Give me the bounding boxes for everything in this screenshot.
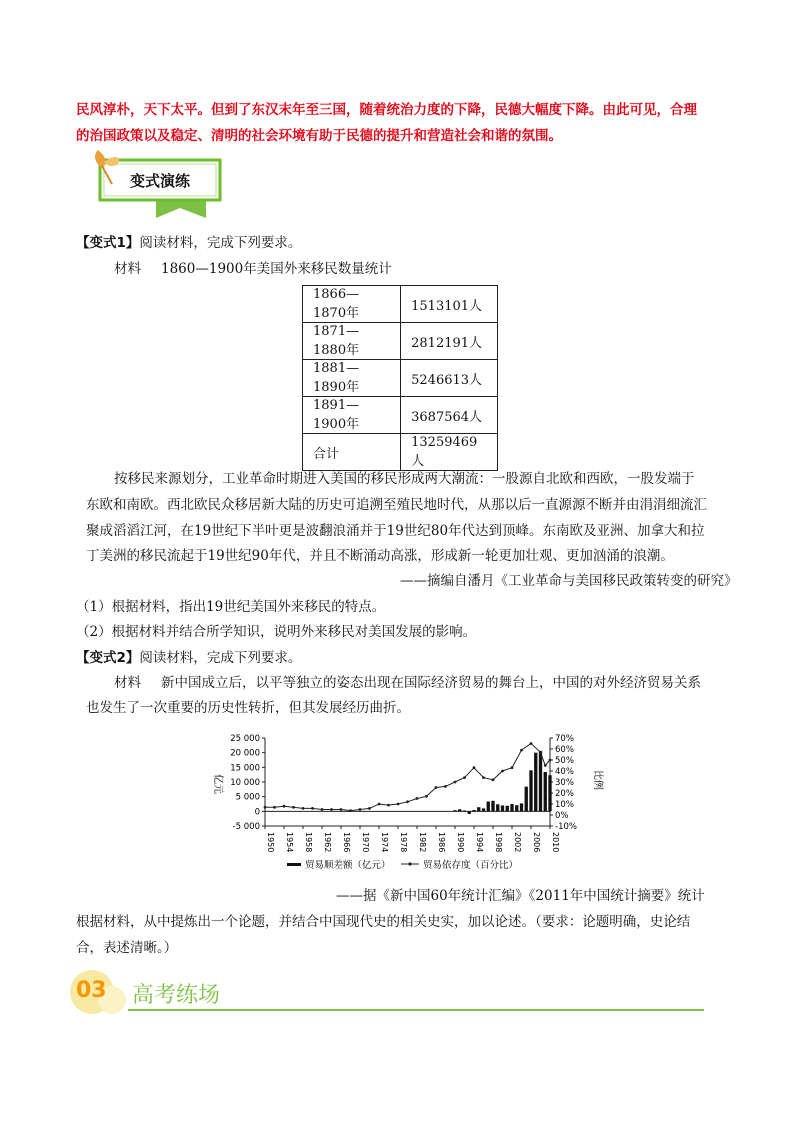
right-tick-label: 30% xyxy=(555,778,574,788)
trade-surplus-bar xyxy=(501,805,504,811)
right-tick-label: -10% xyxy=(555,822,577,832)
trade-surplus-bar xyxy=(529,770,532,811)
trade-surplus-bar xyxy=(487,802,490,812)
section-3-title: 高考练场 xyxy=(132,983,221,1008)
trade-dependency-point xyxy=(473,766,476,769)
left-tick-label: -5 000 xyxy=(232,822,260,832)
right-tick-label: 40% xyxy=(555,767,574,777)
x-tick-label: 1958 xyxy=(304,832,313,853)
trade-dependency-point xyxy=(520,749,523,752)
q2-material-text: 新中国成立后，以平等独立的姿态出现在国际经济贸易的舞台上，中国的对外经济贸易关系 xyxy=(161,675,701,691)
q2-heading xyxy=(76,648,301,668)
trade-surplus-bar xyxy=(525,787,528,812)
trade-surplus-bar xyxy=(534,753,537,812)
intro-line-1: 民风淳朴，天下太平。但到了东汉末年至三国，随着统治力度的下降，民德大幅度下降。由此可见，合理 xyxy=(76,102,697,118)
q1-heading xyxy=(76,233,301,253)
trade-surplus-bar xyxy=(472,810,475,811)
trade-dependency-point xyxy=(292,806,295,809)
q2-tag: 【变式2】 xyxy=(76,650,140,666)
trade-dependency-point xyxy=(330,808,333,811)
x-tick-label: 1954 xyxy=(285,832,294,853)
x-tick-label: 1990 xyxy=(456,832,465,853)
trade-dependency-point xyxy=(311,807,314,810)
trade-surplus-bar xyxy=(539,751,542,811)
q2-material-line-2: 也发生了一次重要的历史性转折，但其发展经历曲折。 xyxy=(86,700,410,716)
trade-dependency-point xyxy=(359,808,362,811)
x-tick-label: 2002 xyxy=(513,832,522,853)
section-3-number: 03 xyxy=(76,978,107,1003)
left-tick-label: 15 000 xyxy=(230,763,260,774)
x-tick-label: 1970 xyxy=(361,832,370,853)
trade-surplus-bar xyxy=(520,803,523,811)
q1-material-heading xyxy=(114,259,392,279)
trade-dependency-point xyxy=(368,807,371,810)
x-tick-label: 2010 xyxy=(551,832,560,853)
table-cell-count: 1513101人 xyxy=(401,286,498,323)
trade-dependency-point xyxy=(501,770,504,773)
left-tick-label: 5 000 xyxy=(235,792,260,803)
section-badge-label: 变式演练 xyxy=(130,172,191,190)
table-row xyxy=(303,323,498,360)
left-tick-label: 0 xyxy=(254,807,260,818)
left-tick-label: 10 000 xyxy=(230,778,260,788)
trade-dependency-point xyxy=(492,778,495,781)
q1-tag: 【变式1】 xyxy=(76,235,140,251)
q1-para-line-4: 丁美洲的移民流起于19世纪90年代，并且不断涌动高涨，形成新一轮更加壮观、更加汹涌的浪潮。 xyxy=(86,548,674,564)
q2-instruction: 阅读材料，完成下列要求。 xyxy=(139,650,302,666)
q1-material-title: 1860—1900年美国外来移民数量统计 xyxy=(161,261,392,277)
x-tick-label: 1978 xyxy=(399,832,408,853)
trade-dependency-point xyxy=(444,785,447,788)
trade-dependency-point xyxy=(416,797,419,800)
x-tick-label: 1974 xyxy=(380,832,389,853)
table-cell-count: 2812191人 xyxy=(401,323,498,360)
trade-dependency-point xyxy=(454,781,457,784)
q1-para-line-2: 东欧和南欧。西北欧民众移居新大陆的历史可追溯至殖民地时代，从那以后一直源源不断并由涓涓细流汇 xyxy=(86,497,707,513)
trade-dependency-point xyxy=(378,803,381,806)
right-tick-label: 70% xyxy=(555,734,574,744)
right-tick-label: 10% xyxy=(555,800,574,810)
legend-bar-swatch xyxy=(287,863,301,866)
table-row xyxy=(303,286,498,323)
intro-line-2: 的治国政策以及稳定、清明的社会环境有助于民德的提升和营造社会和谐的氛围。 xyxy=(76,128,562,144)
trade-surplus-bar xyxy=(458,809,461,811)
x-tick-label: 1966 xyxy=(342,832,351,853)
x-tick-label: 2006 xyxy=(532,832,541,853)
q1-para-line-3: 聚成滔滔江河，在19世纪下半叶更是波翻浪涌并于19世纪80年代达到顶峰。东南欧及亚洲、加拿大和拉 xyxy=(86,523,705,539)
trade-surplus-bar xyxy=(477,807,480,811)
trade-dependency-point xyxy=(435,786,438,789)
trade-dependency-point xyxy=(544,764,547,767)
trade-surplus-bar xyxy=(463,810,466,811)
section-badge xyxy=(78,146,238,218)
trade-surplus-bar xyxy=(453,810,456,811)
trade-dependency-point xyxy=(302,807,305,810)
q2-requirement-line-2: 合，表述清晰。） xyxy=(76,940,178,956)
left-tick-label: 20 000 xyxy=(230,748,260,759)
table-cell-count: 5246613人 xyxy=(401,360,498,397)
table-cell-period: 1891—1900年 xyxy=(303,397,401,434)
trade-surplus-bar xyxy=(506,806,509,812)
trade-surplus-bar xyxy=(468,811,471,814)
trade-surplus-bar xyxy=(510,804,513,811)
q2-material-label: 材料 xyxy=(114,675,141,691)
table-cell-period: 1871—1880年 xyxy=(303,323,401,360)
trade-surplus-bar xyxy=(491,801,494,812)
trade-dependency-point xyxy=(273,806,276,809)
x-tick-label: 1982 xyxy=(418,832,427,853)
x-tick-label: 1986 xyxy=(437,832,446,853)
x-tick-label: 1950 xyxy=(266,832,275,853)
right-tick-label: 60% xyxy=(555,745,574,755)
q2-material-line-1 xyxy=(114,673,701,693)
legend-line-marker xyxy=(408,862,411,865)
trade-surplus-bar xyxy=(548,775,551,811)
trade-dependency-point xyxy=(539,751,542,754)
table-cell-count: 13259469人 xyxy=(401,434,498,471)
trade-dependency-point xyxy=(283,805,286,808)
trade-dependency-point xyxy=(397,803,400,806)
table-row xyxy=(303,397,498,434)
q1-source: ——摘编自潘月《工业革命与美国移民政策转变的研究》 xyxy=(400,573,738,589)
legend-bar-label: 贸易顺差额（亿元） xyxy=(305,860,391,871)
table-cell-count: 3687564人 xyxy=(401,397,498,434)
immigration-table xyxy=(302,285,498,471)
x-tick-label: 1962 xyxy=(323,832,332,853)
trade-surplus-bar xyxy=(544,772,547,811)
q1-sub-question-1: （1）根据材料，指出19世纪美国外来移民的特点。 xyxy=(76,599,386,615)
q1-instruction: 阅读材料，完成下列要求。 xyxy=(139,235,302,251)
trade-chart xyxy=(205,722,605,882)
trade-dependency-point xyxy=(406,800,409,803)
trade-surplus-bar xyxy=(496,804,499,811)
trade-dependency-point xyxy=(549,759,552,762)
trade-dependency-point xyxy=(530,742,533,745)
left-tick-label: 25 000 xyxy=(230,734,260,744)
q1-para-line-1: 按移民来源划分，工业革命时期进入美国的移民形成两大潮流：一股源自北欧和西欧，一股发端于 xyxy=(114,471,695,487)
table-row xyxy=(303,360,498,397)
trade-dependency-point xyxy=(387,804,390,807)
right-axis-title: 比例 xyxy=(592,770,603,790)
trade-dependency-point xyxy=(321,808,324,811)
table-cell-period: 1866—1870年 xyxy=(303,286,401,323)
left-axis-title: 亿元 xyxy=(212,774,223,794)
trade-dependency-point xyxy=(482,776,485,779)
trade-dependency-point xyxy=(463,776,466,779)
right-tick-label: 50% xyxy=(555,756,574,766)
q2-requirement-line-1: 根据材料，从中提炼出一个论题，并结合中国现代史的相关史实，加以论述。（要求：论题明确，史论结 xyxy=(76,914,691,930)
right-tick-label: 20% xyxy=(555,789,574,799)
trade-dependency-point xyxy=(264,806,267,809)
table-cell-period: 合计 xyxy=(303,434,401,471)
trade-dependency-point xyxy=(425,795,428,798)
trade-surplus-bar xyxy=(515,805,518,811)
q1-sub-question-2: （2）根据材料并结合所学知识，说明外来移民对美国发展的影响。 xyxy=(76,624,477,640)
right-tick-label: 0% xyxy=(555,811,569,821)
q1-material-label: 材料 xyxy=(114,261,141,277)
x-tick-label: 1998 xyxy=(494,832,503,853)
trade-surplus-bar xyxy=(482,808,485,811)
legend-line-label: 贸易依存度（百分比） xyxy=(423,860,519,871)
trade-dependency-point xyxy=(349,809,352,812)
q2-source: ——据《新中国60年统计汇编》《2011年中国统计摘要》统计 xyxy=(336,888,705,904)
table-row xyxy=(303,434,498,471)
section-3-header xyxy=(68,970,708,1020)
table-cell-period: 1881—1890年 xyxy=(303,360,401,397)
trade-dependency-point xyxy=(340,808,343,811)
trade-dependency-point xyxy=(511,766,514,769)
x-tick-label: 1994 xyxy=(475,832,484,853)
